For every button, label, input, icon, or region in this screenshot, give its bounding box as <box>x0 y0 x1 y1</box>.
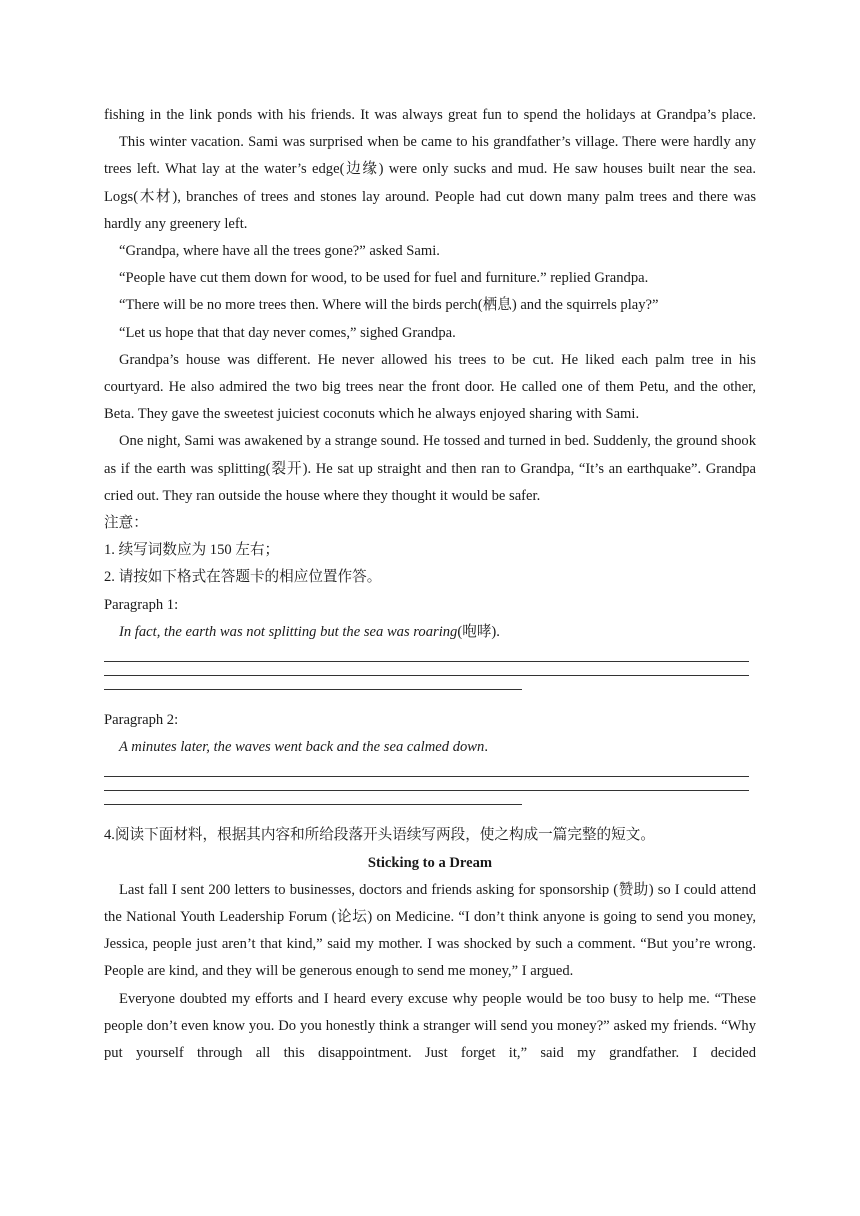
dialogue-line-4: “Let us hope that that day never comes,” sighed Grandpa. <box>119 324 456 341</box>
paragraph-2-label: Paragraph 2: <box>104 712 179 729</box>
dialogue-line-3: “There will be no more trees then. Where will the birds perch(栖息) and the squirrels play?” <box>119 297 659 314</box>
passage-continuation: fishing in the link ponds with his friends. It was always great fun to spend the holidays at Grandpa’s place. <box>104 107 756 123</box>
paragraph-1-opening-suffix: (咆哮). <box>457 623 500 640</box>
story-title: Sticking to a Dream <box>367 854 493 871</box>
paragraph-2-opening-text: A minutes later, the waves went back and the sea calmed down <box>119 739 485 756</box>
paragraph-2-answer-lines <box>104 761 756 822</box>
paragraph-2-opening <box>104 734 756 761</box>
answer-line <box>104 689 522 690</box>
dialogue-line-2: “People have cut them down for wood, to be used for fuel and furniture.” replied Grandpa. <box>119 270 649 287</box>
dialogue-line-1: “Grandpa, where have all the trees gone?” asked Sami. <box>119 243 440 260</box>
answer-line <box>104 804 522 805</box>
paragraph-1-opening <box>104 619 756 646</box>
notes-heading: 注意： <box>104 515 148 532</box>
paragraph-winter-vacation: This winter vacation. Sami was surprised when be came to his grandfather’s village. There were hardly any trees left. What lay at the water’s edge(边缘) were only sucks and mud. He saw houses built near the sea. Logs(木材), branches of trees and stones lay around. People had cut down many palm trees and there was hardly any greenery left. <box>104 134 756 232</box>
paragraph-one-night: One night, Sami was awakened by a strange sound. He tossed and turned in bed. Suddenly, the ground shook as if the earth was splitting(裂开). He sat up straight and then ran to Grandpa, “It’s an earthquake”. Grandpa cried out. They ran outside the house where they thought it would be safer. <box>104 433 756 504</box>
note-word-count: 1. 续写词数应为 150 左右； <box>104 542 280 559</box>
paragraph-1-opening-text: In fact, the earth was not splitting but the sea was roaring <box>119 623 458 640</box>
document-body <box>104 102 756 1067</box>
note-answer-format: 2. 请按如下格式在答题卡的相应位置作答。 <box>104 569 382 586</box>
story-paragraph-2: Everyone doubted my efforts and I heard every excuse why people would be too busy to help me. “These people don’t even know you. Do you honestly think a stranger will send you money?” asked my friends. “Why put yourself through all this disappointment. Just forget it,” said my grandfather. I decided <box>104 990 756 1062</box>
paragraph-grandpa-house: Grandpa’s house was different. He never allowed his trees to be cut. He liked each palm tree in his courtyard. He also admired the two big trees near the front door. He called one of them Petu, and the other, Beta. They gave the sweetest juiciest coconuts which he always enjoyed sharing with Sami. <box>104 351 756 423</box>
answer-line <box>104 675 749 676</box>
answer-line <box>104 790 749 791</box>
question-4-instruction: 4.阅读下面材料，根据其内容和所给段落开头语续写两段，使之构成一篇完整的短文。 <box>104 827 655 844</box>
answer-line <box>104 661 749 662</box>
answer-line <box>104 776 749 777</box>
paragraph-1-answer-lines <box>104 646 756 707</box>
paragraph-2-opening-suffix: . <box>484 739 488 756</box>
story-paragraph-1: Last fall I sent 200 letters to businesses, doctors and friends asking for sponsorship (赞助) so I could attend the National Youth Leadership Forum (论坛) on Medicine. “I don’t think anyone is going to send you money, Jessica, people just aren’t that kind,” said my mother. I was shocked by such a comment. “But you’re wrong. People are kind, and they will be generous enough to send me money,” I argued. <box>104 881 756 980</box>
paragraph-1-label: Paragraph 1: <box>104 596 179 613</box>
